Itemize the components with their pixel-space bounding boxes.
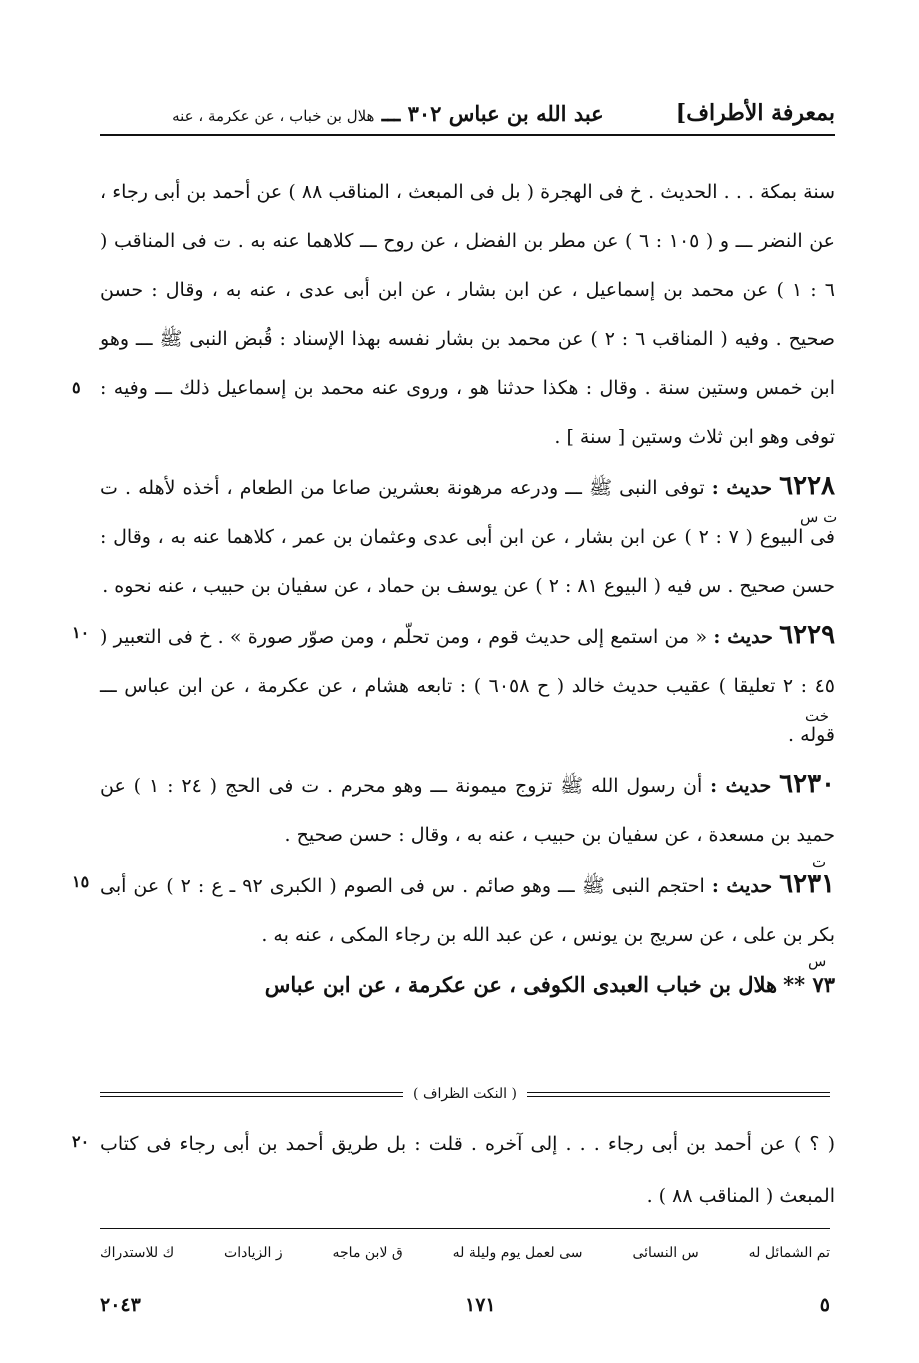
hadith-6231 [100, 860, 835, 960]
margin-sigla-6231: س [808, 952, 827, 970]
hadith-text: أن رسول الله ﷺ تزوج ميمونة ـــ وهو محرم . ت فى الحج ( ٢٤ : ١ ) عن حميد بن مسعدة ، عن سفيان بن حبيب ، عنه به ، وقال : حسن صحيح . [100, 775, 835, 846]
footer-left-number: ٢٠٤٣ [100, 1294, 141, 1316]
main-text [100, 168, 838, 1011]
hadith-label: حديث : [713, 626, 773, 648]
line-number-20: ٢٠ [72, 1132, 90, 1151]
margin-sigla-6230: ت [812, 853, 827, 871]
hadith-number: ٦٢٣١ [779, 869, 835, 899]
margin-sigla-6229: خت [805, 707, 830, 725]
hadith-number: ٦٢٣٠ [779, 769, 836, 799]
separator-line-right [527, 1092, 830, 1097]
abbr-item: ق لابن ماجه [332, 1245, 403, 1261]
footer-right-number: ٥ [819, 1294, 830, 1316]
hadith-6230 [100, 760, 835, 860]
abbr-item: ز الزيادات [224, 1245, 283, 1261]
line-number-5: ٥ [72, 378, 81, 397]
page-footer [100, 1290, 830, 1320]
abbreviations-rule [100, 1228, 830, 1229]
hadith-text: « من استمع إلى حديث قوم ، ومن تحلّم ، ومن صوّر صورة » . خ فى التعبير ( ٤٥ : ٢ تعليقا ) عقيب حديث خالد ( ح ٦٠٥٨ ) : تابعه هشام ، عن عكرمة ، عن ابن عباس ـــ قوله . [100, 626, 835, 746]
hadith-number: ٦٢٢٨ [779, 471, 835, 501]
hadith-label: حديث : [710, 775, 772, 797]
separator-line-left [100, 1092, 403, 1097]
hadith-number: ٦٢٢٩ [779, 620, 836, 650]
chain-heading [100, 960, 835, 1011]
hadith-6228 [100, 462, 838, 611]
header-center [172, 101, 604, 126]
separator-label: ( النكت الظراف ) [413, 1086, 517, 1102]
abbr-item: ك للاستدراك [100, 1245, 175, 1261]
line-number-10: ١٠ [72, 623, 90, 642]
page-number: ١٧١ [465, 1294, 496, 1316]
header-right: بمعرفة الأطراف] [675, 100, 835, 126]
header-center-small: هلال بن خباب ، عن عكرمة ، عنه [172, 106, 375, 125]
running-header [100, 92, 835, 136]
footnote [100, 1118, 835, 1222]
hadith-text: توفى النبى ﷺ ـــ ودرعه مرهونة بعشرين صاعا من الطعام ، أخذه لأهله . ت فى البيوع ( ٧ : ٢ ) عن ابن بشار ، عن ابن أبى عدى وعثمان بن عمر ، كلاهما عنه به ، وقال : حسن صحيح . س فيه ( البيوع ٨١ : ٢ ) عن يوسف بن حماد ، عن سفيان بن حبيب ، عنه نحوه . [100, 477, 836, 597]
hadith-label: حديث : [711, 477, 773, 499]
footnote-text: ( ؟ ) عن أحمد بن أبى رجاء . . . إلى آخره . قلت : بل طريق أحمد بن أبى رجاء فى كتاب المبعث ( المناقب ٨٨ ) . [100, 1133, 835, 1207]
hadith-label: حديث : [711, 875, 773, 897]
abbr-item: تم الشمائل له [748, 1245, 830, 1261]
hadith-text: احتجم النبى ﷺ ـــ وهو صائم . س فى الصوم ( الكبرى ٩٢ ـ ع : ٢ ) عن أبى بكر بن على ، عن سريج بن يونس ، عن عبد الله بن رجاء المكى ، عنه به . [100, 875, 835, 946]
chain-title: هلال بن خباب العبدى الكوفى ، عن عكرمة ، عن ابن عباس [264, 972, 778, 997]
paragraph-continuation: سنة بمكة . . . الحديث . خ فى الهجرة ( بل فى المبعث ، المناقب ٨٨ ) عن أحمد بن أبى رجاء ، عن النضر ـــ و ( ١٠٥ : ٦ ) عن مطر بن الفضل ، عن روح ـــ كلاهما عنه به . ت فى المناقب ( ٦ : ١ ) عن محمد بن إسماعيل ، عن ابن بشار ، عن ابن أبى عدى ، عنه به ، وقال : حسن صحيح . وفيه ( المناقب ٦ : ٢ ) عن محمد بن بشار نفسه بهذا الإسناد : قُبض النبى ﷺ ـــ وهو ابن خمس وستين سنة . وقال : هكذا حدثنا هو ، وروى عنه محمد بن إسماعيل ذلك ـــ وفيه : توفى وهو ابن ثلاث وستين [ سنة ] . [100, 181, 836, 448]
margin-sigla-6228: ت س [800, 508, 838, 526]
hadith-6229 [100, 611, 835, 760]
abbr-item: سى لعمل يوم وليلة له [452, 1245, 583, 1261]
abbr-item: س النسائى [632, 1245, 699, 1261]
header-center-main: عبد الله بن عباس ٣٠٢ ـــ [381, 100, 604, 126]
abbreviations-key [100, 1238, 830, 1268]
line-number-15: ١٥ [72, 872, 90, 891]
chain-number: ٧٣ ** [783, 972, 835, 997]
footnote-separator [100, 1085, 830, 1103]
